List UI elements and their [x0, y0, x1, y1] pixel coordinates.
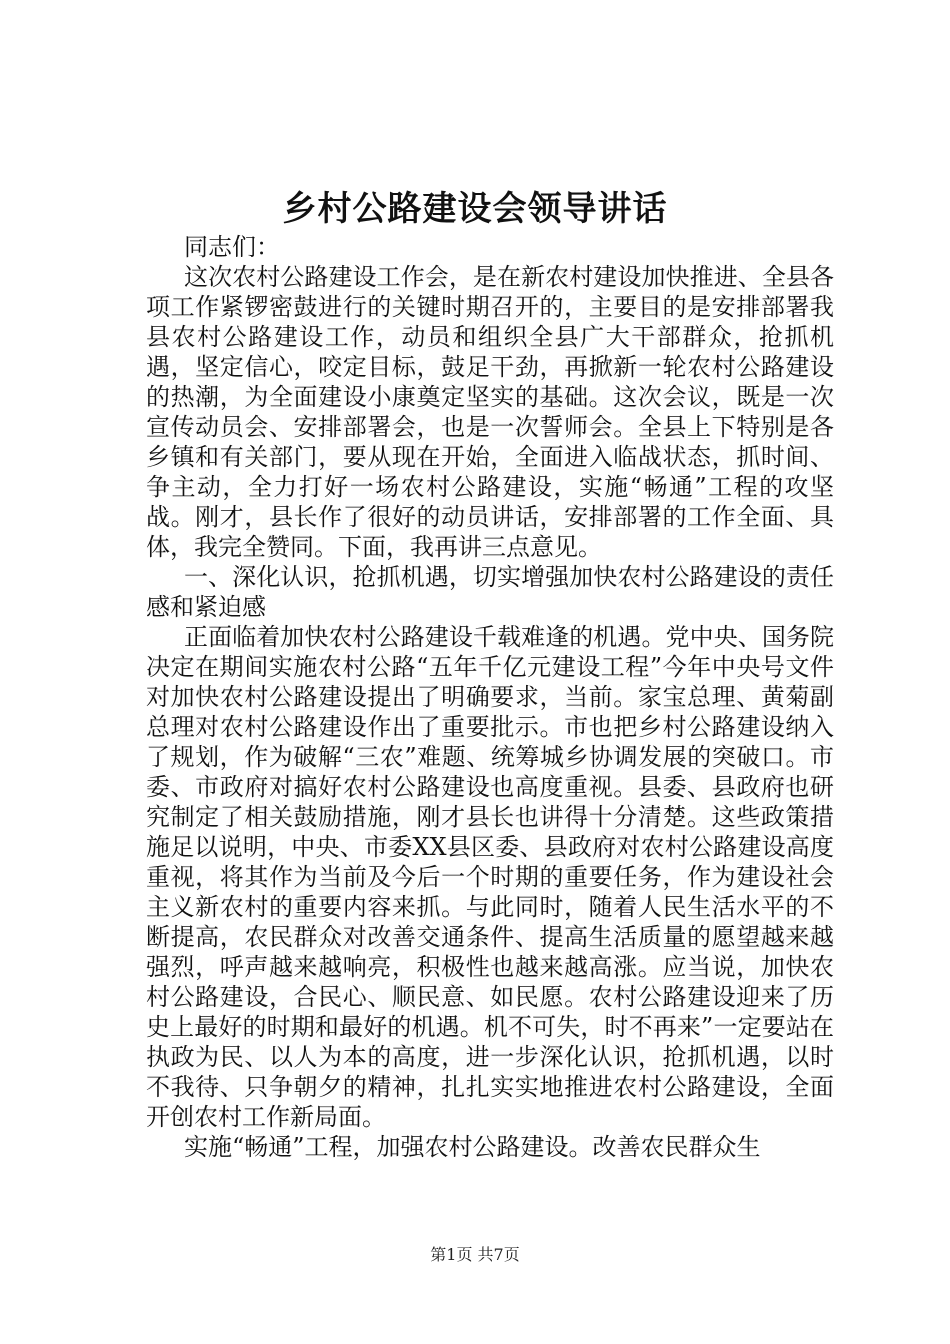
document-title: 乡村公路建设会领导讲话 — [282, 189, 668, 229]
salutation-paragraph: 同志们： — [184, 233, 280, 261]
document-body — [146, 232, 834, 1162]
section-heading: 一、深化认识，抢抓机遇，切实增强加快农村公路建设的责任感和紧迫感 — [146, 563, 834, 621]
body-paragraph: 实施“畅通”工程，加强农村公路建设。改善农民群众生 — [184, 1133, 761, 1161]
body-paragraph: 这次农村公路建设工作会，是在新农村建设加快推进、全县各项工作紧锣密鼓进行的关键时期召开的，主要目的是安排部署我县农村公路建设工作，动员和组织全县广大干部群众，抢抓机遇，坚定信心，咬定目标，鼓足干劲，再掀新一轮农村公路建设的热潮，为全面建设小康奠定坚实的基础。这次会议，既是一次宣传动员会、安排部署会，也是一次誓师会。全县上下特别是各乡镇和有关部门，要从现在开始，全面进入临战状态，抓时间、争主动，全力打好一场农村公路建设，实施“畅通”工程的攻坚战。刚才，县长作了很好的动员讲话，安排部署的工作全面、具体，我完全赞同。下面，我再讲三点意见。 — [146, 263, 834, 561]
body-paragraph: 正面临着加快农村公路建设千载难逢的机遇。党中央、国务院决定在期间实施农村公路“五年千亿元建设工程”今年中央号文件对加快农村公路建设提出了明确要求，当前。家宝总理、黄菊副总理对农村公路建设作出了重要批示。市也把乡村公路建设纳入了规划，作为破解“三农”难题、统筹城乡协调发展的突破口。市委、市政府对搞好农村公路建设也高度重视。县委、县政府也研究制定了相关鼓励措施，刚才县长也讲得十分清楚。这些政策措施足以说明，中央、市委XX县区委、县政府对农村公路建设高度重视，将其作为当前及今后一个时期的重要任务，作为建设社会主义新农村的重要内容来抓。与此同时，随着人民生活水平的不断提高，农民群众对改善交通条件、提高生活质量的愿望越来越强烈，呼声越来越响亮，积极性也越来越高涨。应当说，加快农村公路建设，合民心、顺民意、如民愿。农村公路建设迎来了历史上最好的时期和最好的机遇。机不可失，时不再来”一定要站在执政为民、以人为本的高度，进一步深化认识，抢抓机遇，以时不我待、只争朝夕的精神，扎扎实实地推进农村公路建设，全面开创农村工作新局面。 — [146, 623, 834, 1131]
page-number: 第1页 共7页 — [430, 1245, 520, 1264]
